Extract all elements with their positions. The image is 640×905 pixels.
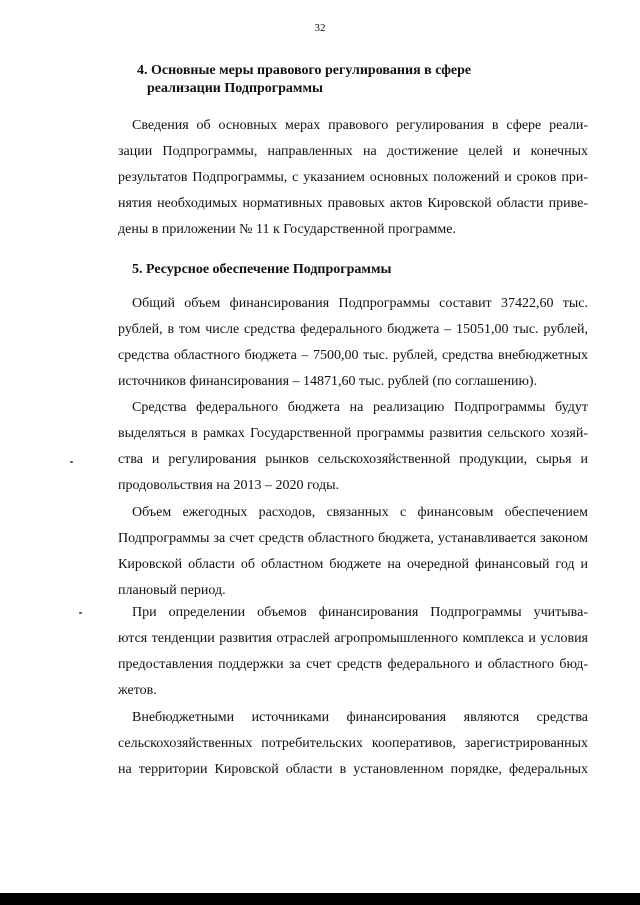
section-4-paragraph xyxy=(118,113,588,243)
paragraph-line: нятия необходимых нормативных правовых актов Кировской области приве- xyxy=(118,196,588,211)
paragraph-line: Подпрограммы за счет средств областного бюджета, устанавливается законом xyxy=(118,531,588,546)
paragraph-line: Сведения об основных мерах правового регулирования в сфере реали- xyxy=(132,118,588,133)
paragraph-line: ются тенденции развития отраслей агропромышленного комплекса и условия xyxy=(118,631,588,646)
paragraph-line: Кировской области об областном бюджете на очередной финансовый год и xyxy=(118,557,588,572)
paragraph-line: Внебюджетными источниками финансирования являются средства xyxy=(132,710,588,725)
scan-bottom-edge xyxy=(0,893,640,905)
section-4-heading xyxy=(137,62,471,98)
section-5-paragraph-2 xyxy=(118,395,588,499)
paragraph-line: сельскохозяйственных потребительских кооперативов, зарегистрированных xyxy=(118,736,588,751)
section-4-heading-line-2: реализации Подпрограммы xyxy=(147,81,323,96)
paragraph-line: дены в приложении № 11 к Государственной программе. xyxy=(118,222,456,237)
paragraph-line: рублей, в том числе средства федерального бюджета – 15051,00 тыс. рублей, xyxy=(118,322,588,337)
paragraph-line: Средства федерального бюджета на реализацию Подпрограммы будут xyxy=(132,400,588,415)
paragraph-line: продовольствия на 2013 – 2020 годы. xyxy=(118,478,340,493)
scan-speck xyxy=(79,612,82,614)
section-5-heading: 5. Ресурсное обеспечение Подпрограммы xyxy=(132,262,392,277)
paragraph-line: источников финансирования – 14871,60 тыс. рублей (по соглашению). xyxy=(118,374,538,389)
paragraph-line: жетов. xyxy=(118,683,157,698)
paragraph-line: на территории Кировской области в установленном порядке, федеральных xyxy=(118,762,588,777)
paragraph-line: зации Подпрограммы, направленных на достижение целей и конечных xyxy=(118,144,588,159)
paragraph-line: выделяться в рамках Государственной программы развития сельского хозяй- xyxy=(118,426,588,441)
scan-speck xyxy=(70,461,73,463)
paragraph-line: плановый период. xyxy=(118,583,226,598)
paragraph-line: предоставления поддержки за счет средств федерального и областного бюд- xyxy=(118,657,588,672)
section-5-paragraph-4 xyxy=(118,600,588,704)
paragraph-line: ства и регулирования рынков сельскохозяйственной продукции, сырья и xyxy=(118,452,588,467)
paragraph-line: Общий объем финансирования Подпрограммы составит 37422,60 тыс. xyxy=(132,296,588,311)
paragraph-line: результатов Подпрограммы, с указанием основных положений и сроков при- xyxy=(118,170,588,185)
paragraph-line: средства областного бюджета – 7500,00 тыс. рублей, средства внебюджетных xyxy=(118,348,588,363)
section-5-paragraph-3 xyxy=(118,500,588,604)
section-4-heading-line-1: 4. Основные меры правового регулирования в сфере xyxy=(137,63,472,78)
page-number: 32 xyxy=(314,22,326,34)
paragraph-line: При определении объемов финансирования Подпрограммы учитыва- xyxy=(132,605,588,620)
section-5-paragraph-1 xyxy=(118,291,588,395)
section-5-paragraph-5 xyxy=(118,705,588,783)
paragraph-line: Объем ежегодных расходов, связанных с финансовым обеспечением xyxy=(132,505,588,520)
